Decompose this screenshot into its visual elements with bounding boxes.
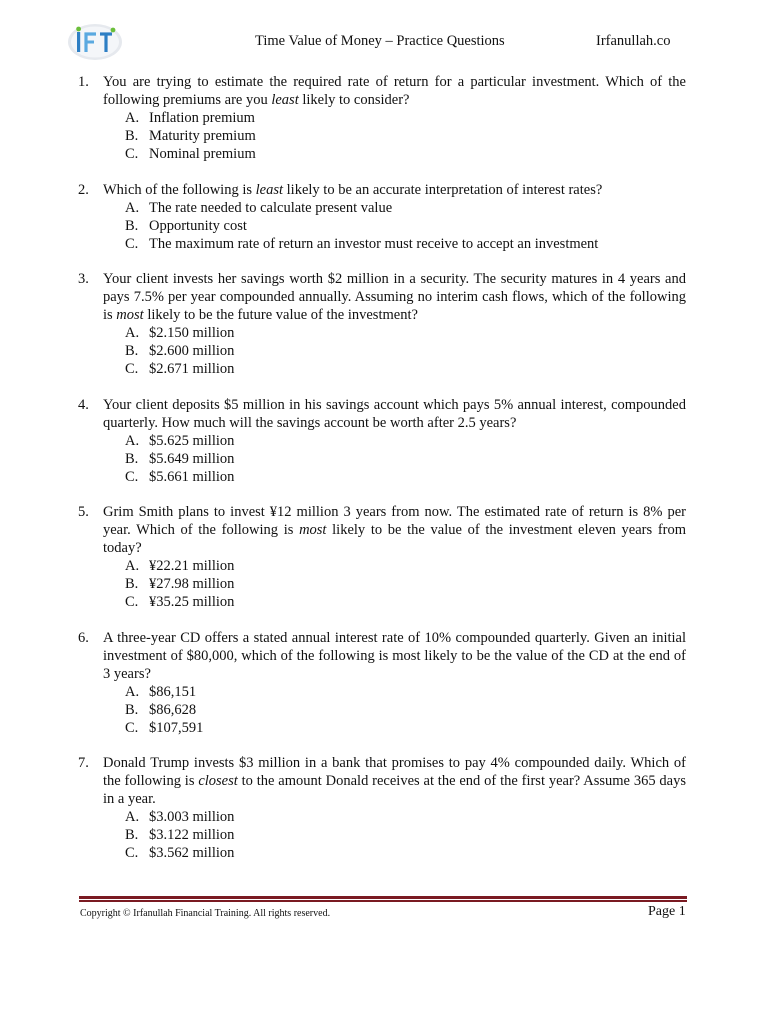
question-number: 2.	[78, 181, 89, 198]
option-letter: B.	[125, 827, 139, 843]
answer-option	[125, 199, 686, 217]
answer-option	[125, 557, 686, 575]
question-text	[103, 754, 686, 808]
question-emphasis: least	[271, 92, 299, 108]
answer-option	[125, 468, 686, 486]
question-text	[103, 270, 686, 324]
option-letter: A.	[125, 809, 140, 825]
answer-options	[103, 557, 686, 611]
option-text: ¥27.98 million	[149, 576, 235, 592]
answer-option	[125, 719, 686, 737]
answer-option	[125, 342, 686, 360]
question-text	[103, 73, 686, 109]
question-item	[78, 396, 686, 486]
question-item	[78, 270, 686, 378]
option-letter: C.	[125, 361, 139, 377]
question-text-part: to the amount Donald receives at the end of the first year? Assume 365 days in a year.	[103, 773, 686, 807]
answer-option	[125, 826, 686, 844]
answer-option	[125, 432, 686, 450]
answer-option	[125, 575, 686, 593]
question-item	[78, 503, 686, 611]
answer-options	[103, 324, 686, 378]
option-text: $5.625 million	[149, 432, 235, 449]
option-text: $86,151	[149, 683, 197, 700]
answer-options	[103, 683, 686, 737]
question-text-part: likely to consider?	[298, 92, 410, 108]
option-letter: C.	[125, 235, 139, 252]
question-number: 1.	[78, 74, 89, 90]
question-text-part: Which of the following is	[103, 181, 256, 198]
question-text-part: You are trying to estimate the required rate of return for a particular investment. Which of the following premiums are you	[103, 74, 686, 108]
answer-option	[125, 109, 686, 127]
option-text: $107,591	[149, 719, 204, 736]
option-letter: B.	[125, 128, 139, 144]
question-list	[78, 73, 686, 880]
answer-option	[125, 844, 686, 862]
option-text: ¥35.25 million	[149, 594, 235, 610]
answer-options	[103, 432, 686, 486]
option-letter: C.	[125, 468, 139, 485]
question-text-part: A three-year CD offers a stated annual interest rate of 10% compounded quarterly. Given an initial investment of $80,000, which of the following is most likely to be the value of the CD at the end of 3 years?	[103, 629, 686, 682]
option-text: $3.562 million	[149, 845, 235, 861]
question-item	[78, 754, 686, 862]
option-text: $3.122 million	[149, 827, 235, 843]
answer-option	[125, 360, 686, 378]
answer-option	[125, 808, 686, 826]
question-number: 7.	[78, 755, 89, 771]
website-label: Irfanullah.co	[596, 33, 671, 49]
answer-option	[125, 683, 686, 701]
option-letter: B.	[125, 450, 139, 467]
option-text: $86,628	[149, 701, 197, 718]
option-text: $5.649 million	[149, 450, 235, 467]
option-text: Opportunity cost	[149, 217, 247, 234]
question-text-part: likely to be the value of the investment eleven years from today?	[103, 522, 687, 556]
option-text: $2.671 million	[149, 361, 235, 377]
question-emphasis: most	[299, 522, 327, 538]
question-text-part: likely to be an accurate interpretation of interest rates?	[283, 181, 603, 198]
option-text: ¥22.21 million	[149, 558, 235, 574]
document-title: Time Value of Money – Practice Questions	[255, 33, 505, 49]
option-letter: B.	[125, 217, 139, 234]
answer-options	[103, 199, 686, 253]
footer-divider	[79, 896, 687, 902]
answer-options	[103, 109, 686, 163]
question-item	[78, 181, 686, 253]
answer-option	[125, 324, 686, 342]
page-number: Page 1	[648, 904, 686, 919]
answer-option	[125, 701, 686, 719]
question-text-part: likely to be the future value of the investment?	[143, 307, 418, 323]
option-letter: C.	[125, 845, 139, 861]
option-letter: C.	[125, 594, 139, 610]
option-letter: A.	[125, 683, 140, 700]
question-text	[103, 629, 686, 683]
option-letter: B.	[125, 343, 139, 359]
answer-option	[125, 593, 686, 611]
answer-option	[125, 450, 686, 468]
option-text: The maximum rate of return an investor must receive to accept an investment	[149, 235, 599, 252]
answer-option	[125, 127, 686, 145]
answer-option	[125, 145, 686, 163]
question-item	[78, 629, 686, 737]
question-number: 3.	[78, 271, 89, 287]
question-text	[103, 503, 686, 557]
question-number: 5.	[78, 504, 89, 520]
question-text-part: Your client invests her savings worth $2 million in a security. The security matures in 4 years and pays 7.5% per year compounded annually. Assuming no interim cash flows, which of the following is	[103, 271, 686, 323]
option-letter: C.	[125, 719, 139, 736]
option-text: Inflation premium	[149, 110, 255, 126]
ift-logo-icon	[66, 22, 124, 62]
answer-options	[103, 808, 686, 862]
option-letter: B.	[125, 576, 139, 592]
question-text-part: Your client deposits $5 million in his savings account which pays 5% annual interest, compounded quarterly. How much will the savings account be worth after 2.5 years?	[103, 396, 686, 431]
question-emphasis: closest	[198, 773, 238, 789]
answer-option	[125, 235, 686, 253]
question-number: 4.	[78, 396, 89, 413]
question-number: 6.	[78, 629, 89, 646]
option-text: $2.600 million	[149, 343, 235, 359]
option-text: $5.661 million	[149, 468, 235, 485]
option-letter: A.	[125, 325, 140, 341]
question-item	[78, 73, 686, 163]
question-emphasis: most	[116, 307, 144, 323]
question-text-part: Donald Trump invests $3 million in a bank that promises to pay 4% compounded daily. Which of the following is	[103, 755, 686, 789]
option-letter: A.	[125, 558, 140, 574]
copyright-notice: Copyright © Irfanullah Financial Training. All rights reserved.	[80, 908, 331, 919]
page-header	[0, 0, 768, 70]
option-letter: C.	[125, 146, 139, 162]
question-text-part: Grim Smith plans to invest ¥12 million 3 years from now. The estimated rate of return is 8% per year. Which of the following is	[103, 504, 686, 538]
question-text	[103, 396, 686, 432]
question-text	[103, 181, 686, 199]
option-letter: B.	[125, 701, 139, 718]
option-text: $3.003 million	[149, 809, 235, 825]
option-text: Maturity premium	[149, 128, 256, 144]
option-letter: A.	[125, 110, 140, 126]
option-text: Nominal premium	[149, 146, 256, 162]
option-text: $2.150 million	[149, 325, 235, 341]
question-emphasis: least	[255, 181, 284, 198]
option-text: The rate needed to calculate present value	[149, 199, 393, 216]
answer-option	[125, 217, 686, 235]
option-letter: A.	[125, 432, 140, 449]
option-letter: A.	[125, 199, 140, 216]
